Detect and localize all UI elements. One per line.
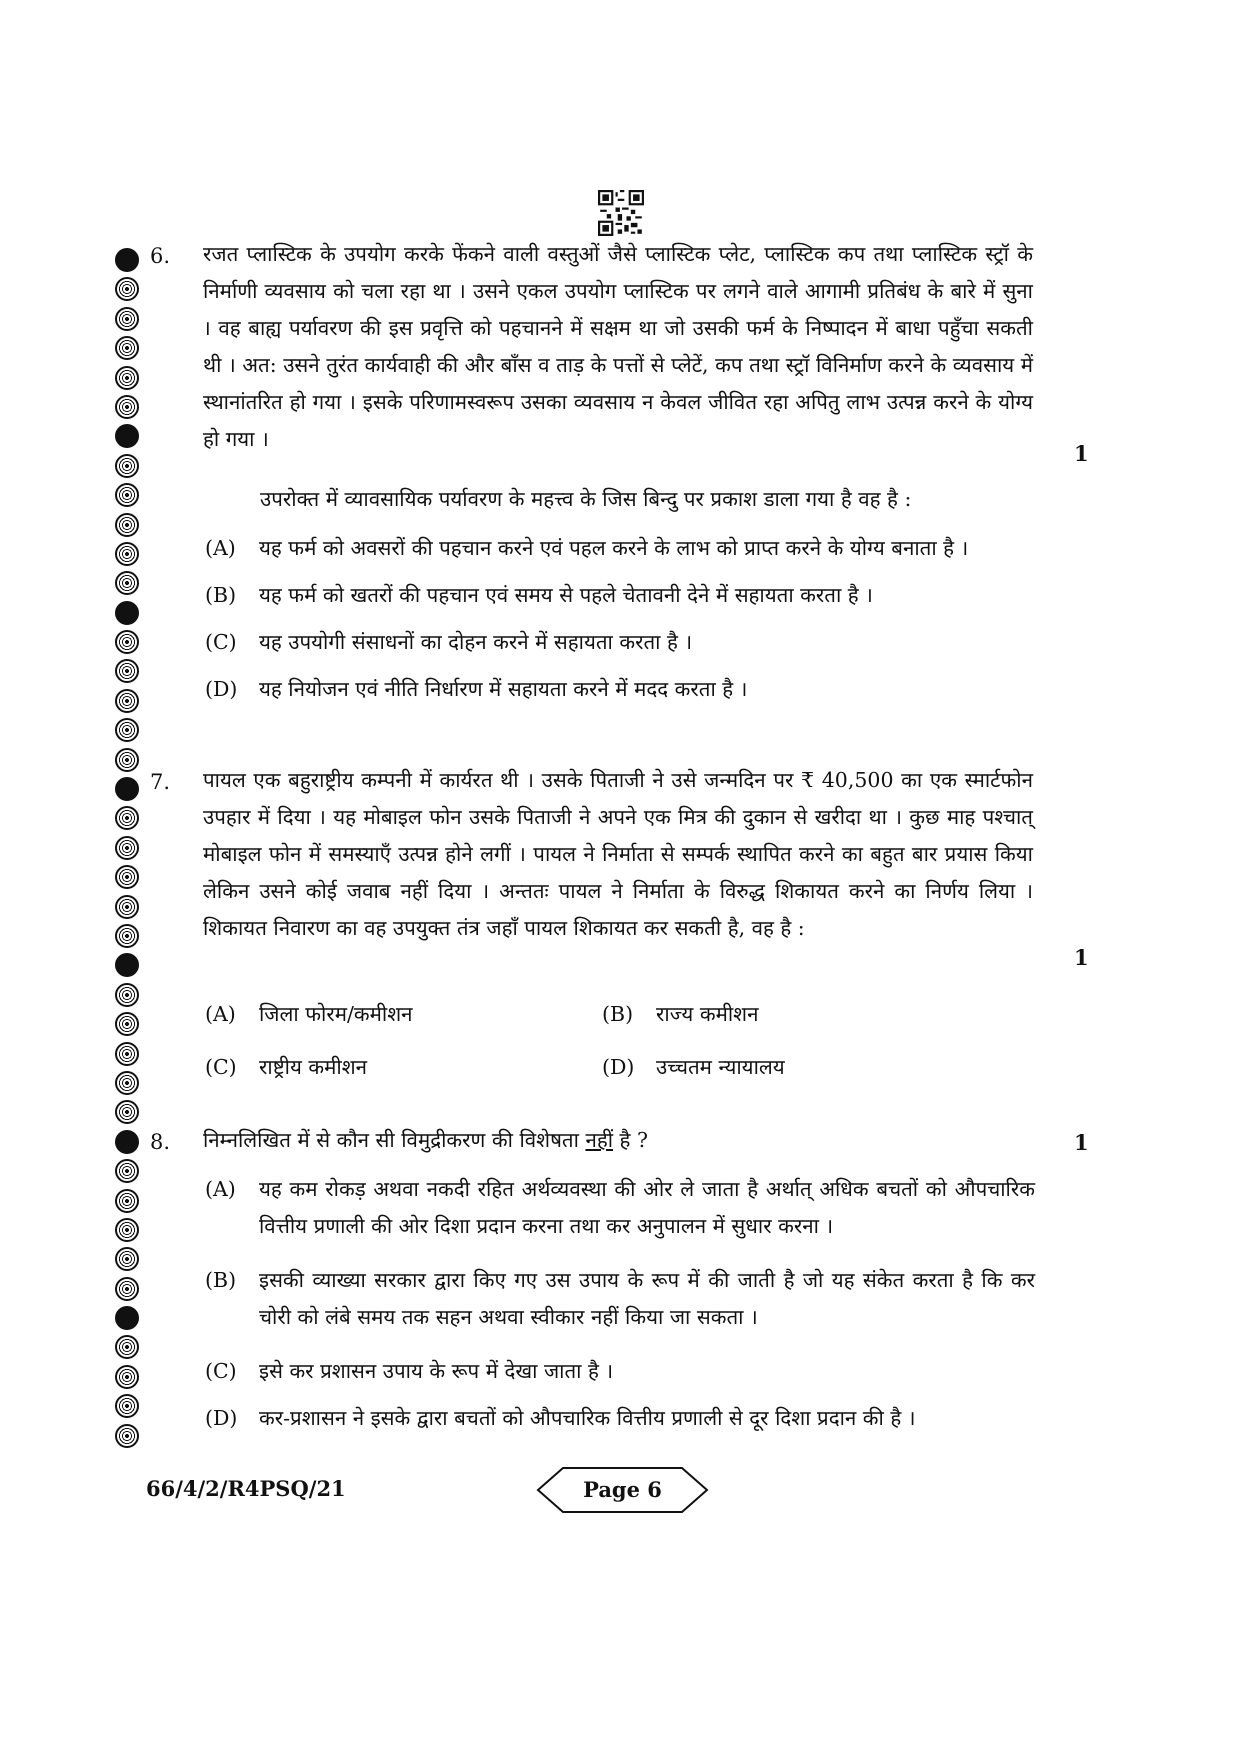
option-label: (B) [602, 1002, 634, 1026]
question-8-emphasis: नहीं [585, 1128, 614, 1152]
circle-marker-icon [115, 1100, 139, 1124]
circle-marker-icon [115, 1130, 139, 1154]
question-8-marks: 1 [1074, 1130, 1089, 1155]
question-7-option-b [602, 996, 1002, 1033]
option-text: यह फर्म को खतरों की पहचान एवं समय से पहले चेतावनी देने में सहायता करता है । [259, 583, 873, 607]
question-8-option-b [205, 1262, 1035, 1342]
circle-marker-icon [115, 1071, 139, 1095]
circle-marker-icon [115, 424, 139, 448]
circle-marker-icon [115, 1012, 139, 1036]
circle-marker-icon [115, 806, 139, 830]
circle-marker-icon [115, 601, 139, 625]
question-7-option-c [205, 1049, 585, 1086]
circle-marker-icon [115, 865, 139, 889]
option-label: (C) [205, 1055, 237, 1079]
circle-marker-icon [115, 1306, 139, 1330]
option-label: (B) [205, 1268, 237, 1292]
question-8-number: 8. [150, 1130, 171, 1154]
circle-marker-icon [115, 307, 139, 331]
option-label: (A) [205, 1002, 236, 1026]
option-label: (D) [602, 1055, 635, 1079]
option-text: राज्य कमीशन [656, 1002, 759, 1026]
circle-marker-icon [115, 718, 139, 742]
option-label: (A) [205, 1177, 236, 1201]
circle-marker-icon [115, 1042, 139, 1066]
circle-marker-icon [115, 277, 139, 301]
question-6-text: रजत प्लास्टिक के उपयोग करके फेंकने वाली वस्तुओं जैसे प्लास्टिक प्लेट, प्लास्टिक कप तथा प्लास्टिक स्ट्रॉ के निर्माणी व्यवसाय को चला रहा था । उसने एकल उपयोग प्लास्टिक पर लगने वाले आगामी प्रतिबंध के बारे में सुना । वह बाह्य पर्यावरण की इस प्रवृत्ति को पहचानने में सक्षम था जो उसकी फर्म के निष्पादन में बाधा पहुँचा सकती थी । अत: उसने तुरंत कार्यवाही की और बाँस व ताड़ के पत्तों से प्लेटें, कप तथा स्ट्रॉ विनिर्माण करने के व्यवसाय में स्थानांतरित हो गया । इसके परिणामस्वरूप उसका व्यवसाय न केवल जीवित रहा अपितु लाभ उत्पन्न करने के योग्य हो गया । [203, 242, 1033, 451]
circle-marker-icon [115, 630, 139, 654]
question-8-text-part: निम्नलिखित में से कौन सी विमुद्रीकरण की विशेषता [203, 1128, 586, 1152]
circle-marker-icon [115, 953, 139, 977]
question-6-option-b [205, 577, 1035, 614]
page-number-badge [535, 1466, 710, 1514]
circle-marker-icon [115, 1189, 139, 1213]
circle-marker-icon [115, 1335, 139, 1359]
circle-marker-icon [115, 454, 139, 478]
option-text: यह नियोजन एवं नीति निर्धारण में सहायता करने में मदद करता है । [259, 677, 748, 701]
option-text: यह कम रोकड़ अथवा नकदी रहित अर्थव्यवस्था की ओर ले जाता है अर्थात् अधिक बचतों को औपचारिक वित्तीय प्रणाली की ओर दिशा प्रदान करना तथा कर अनुपालन में सुधार करना । [259, 1177, 1035, 1238]
circle-marker-icon [115, 1247, 139, 1271]
circle-marker-icon [115, 395, 139, 419]
question-7-text: पायल एक बहुराष्ट्रीय कम्पनी में कार्यरत थी । उसके पिताजी ने उसे जन्मदिन पर ₹ 40,500 का एक स्मार्टफोन उपहार में दिया । यह मोबाइल फोन उसके पिताजी ने अपने एक मित्र की दुकान से खरीदा था । कुछ माह पश्चात् मोबाइल फोन में समस्याएँ उत्पन्न होने लगीं । पायल ने निर्माता से सम्पर्क स्थापित करने का बहुत बार प्रयास किया लेकिन उसने कोई जवाब नहीं दिया । अन्ततः पायल ने निर्माता के विरुद्ध शिकायत करने का निर्णय लिया । शिकायत निवारण का वह उपयुक्त तंत्र जहाँ पायल शिकायत कर सकती है, वह है : [203, 768, 1033, 940]
circle-marker-icon [115, 1365, 139, 1389]
qr-code-icon [598, 190, 644, 236]
question-6-marks: 1 [1074, 441, 1089, 466]
circle-marker-icon [115, 1277, 139, 1301]
circle-marker-icon [115, 248, 139, 272]
circle-marker-icon [115, 1394, 139, 1418]
question-8-option-c [205, 1353, 1035, 1390]
question-7-marks: 1 [1074, 945, 1089, 970]
question-8-text [203, 1122, 1033, 1159]
question-7-option-d [602, 1049, 1002, 1086]
question-8-option-d [205, 1400, 1035, 1437]
circle-marker-icon [115, 924, 139, 948]
circle-marker-icon [115, 983, 139, 1007]
question-6-option-d [205, 671, 1035, 708]
circle-marker-icon [115, 483, 139, 507]
option-text: इसकी व्याख्या सरकार द्वारा किए गए उस उपाय के रूप में की जाती है जो यह संकेत करता है कि कर चोरी को लंबे समय तक सहन अथवा स्वीकार नहीं किया जा सकता । [259, 1268, 1035, 1329]
option-label: (D) [205, 1406, 238, 1430]
option-text: कर-प्रशासन ने इसके द्वारा बचतों को औपचारिक वित्तीय प्रणाली से दूर दिशा प्रदान की है । [259, 1406, 916, 1430]
margin-circle-strip [115, 248, 149, 1453]
paper-code: 66/4/2/R4PSQ/21 [146, 1476, 346, 1501]
circle-marker-icon [115, 1218, 139, 1242]
option-text: उच्चतम न्यायालय [656, 1055, 785, 1079]
question-6-number: 6. [150, 244, 171, 268]
circle-marker-icon [115, 336, 139, 360]
question-8-option-a [205, 1171, 1035, 1251]
circle-marker-icon [115, 513, 139, 537]
circle-marker-icon [115, 689, 139, 713]
option-text: यह फर्म को अवसरों की पहचान करने एवं पहल करने के लाभ को प्राप्त करने के योग्य बनाता है । [259, 536, 969, 560]
question-7-number: 7. [150, 770, 171, 794]
circle-marker-icon [115, 659, 139, 683]
question-6-option-c [205, 624, 1035, 661]
question-8-text-part: है ? [613, 1128, 648, 1152]
circle-marker-icon [115, 542, 139, 566]
option-label: (A) [205, 536, 236, 560]
option-label: (D) [205, 677, 238, 701]
circle-marker-icon [115, 1159, 139, 1183]
circle-marker-icon [115, 1424, 139, 1448]
page-number: Page 6 [583, 1477, 662, 1502]
circle-marker-icon [115, 836, 139, 860]
circle-marker-icon [115, 366, 139, 390]
option-label: (C) [205, 630, 237, 654]
question-6-option-a [205, 530, 1035, 567]
option-label: (B) [205, 583, 237, 607]
question-7-option-a [205, 996, 585, 1033]
option-text: जिला फोरम/कमीशन [259, 1002, 413, 1026]
circle-marker-icon [115, 571, 139, 595]
circle-marker-icon [115, 748, 139, 772]
question-6-prompt: उपरोक्त में व्यावसायिक पर्यावरण के महत्त्व के जिस बिन्दु पर प्रकाश डाला गया है वह है : [260, 487, 912, 511]
option-text: राष्ट्रीय कमीशन [259, 1055, 368, 1079]
circle-marker-icon [115, 895, 139, 919]
option-label: (C) [205, 1359, 237, 1383]
circle-marker-icon [115, 777, 139, 801]
option-text: इसे कर प्रशासन उपाय के रूप में देखा जाता है । [259, 1359, 614, 1383]
option-text: यह उपयोगी संसाधनों का दोहन करने में सहायता करता है । [259, 630, 693, 654]
